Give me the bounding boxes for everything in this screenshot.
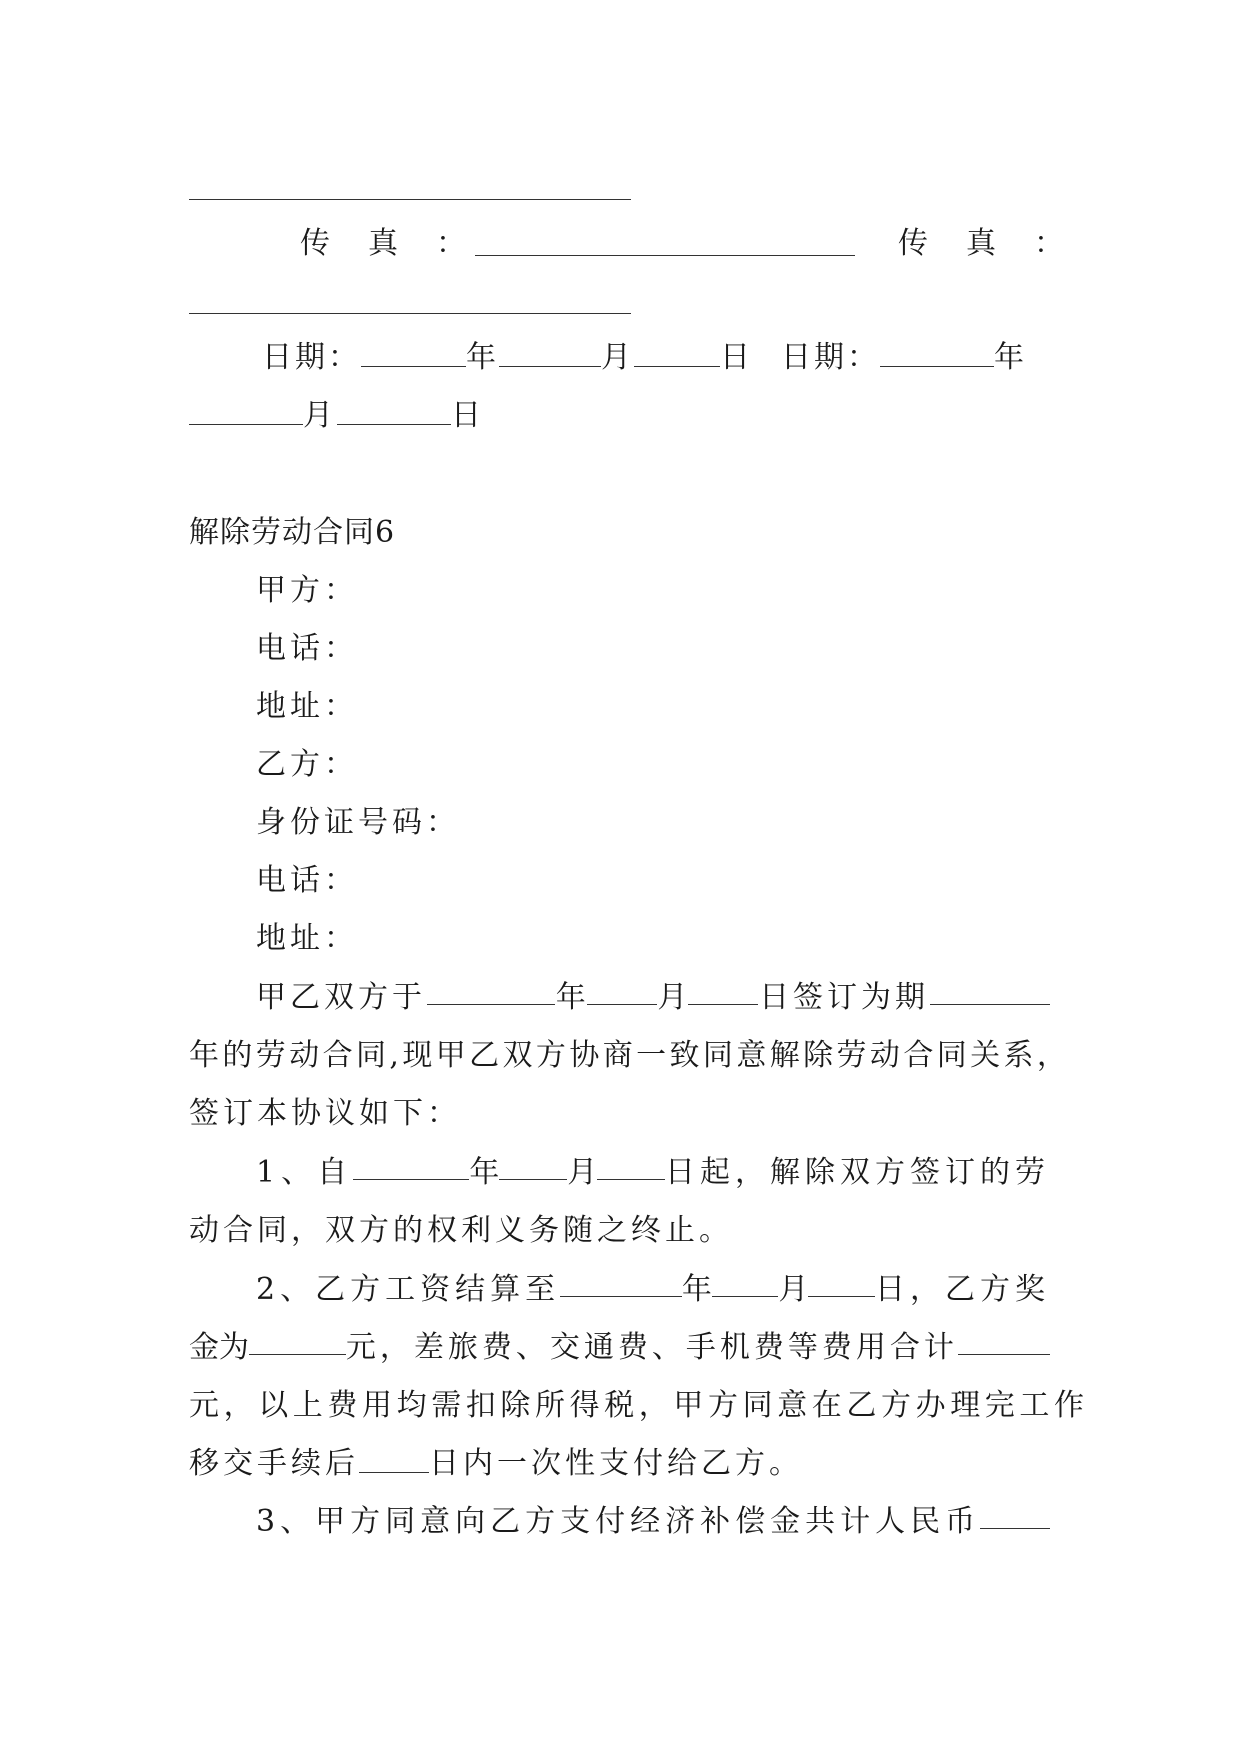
field-address: 地址： [256,689,358,724]
paragraph-line: 年的劳动合同,现甲乙双方协商一致同意解除劳动合同关系， [189,1038,1071,1073]
paragraph-line: 元，以上费用均需扣除所得税，甲方同意在乙方办理完工作 [189,1388,1089,1423]
paragraph-line [256,1502,1050,1542]
text-span: 元，差旅费、交通费、手机费等费用合计 [345,1330,958,1365]
text-span: 日，乙方奖 [875,1272,1050,1307]
date-row-cont [189,396,485,436]
text-span: 月 [778,1272,809,1307]
month-label: 月 [303,398,337,433]
paragraph-line: 签订本协议如下： [189,1096,461,1131]
paragraph-line [256,978,1050,1018]
fax-blank [475,255,855,256]
fax-label: 传 真 ： [300,226,470,261]
field-id-number: 身份证号码： [256,805,460,840]
text-span: 2、乙方工资结算至 [256,1272,561,1307]
text-span: 年 [681,1272,712,1307]
blank-line [189,313,631,314]
fax-label-2: 传 真 ： [898,226,1068,261]
year-label: 年 [994,340,1027,375]
text-span: 日签订为期 [759,980,930,1015]
field-phone: 电话： [256,863,358,898]
day-label: 日 [451,398,485,433]
text-span: 月 [567,1155,598,1190]
text-span: 移交手续后 [189,1446,359,1481]
text-span: 月 [657,980,688,1015]
text-span: 3、甲方同意向乙方支付经济补偿金共计人民币 [256,1504,981,1539]
field-party-b: 乙方： [256,747,358,782]
field-phone: 电话： [256,631,358,666]
paragraph-line [189,1444,803,1484]
paragraph-line [256,1270,1050,1310]
field-party-a: 甲方： [256,573,358,608]
month-label: 月 [601,340,634,375]
date-label: 日期： [262,340,361,375]
paragraph-line [189,1328,1050,1368]
section-title: 解除劳动合同6 [189,515,396,550]
text-span: 日起，解除双方签订的劳 [665,1155,1051,1190]
text-span: 日内一次性支付给乙方。 [429,1446,803,1481]
date-row [262,338,1027,378]
text-span: 年 [469,1155,500,1190]
blank-line [189,199,631,200]
fax-row [300,224,470,264]
text-span: 金为 [189,1330,249,1365]
text-span: 年 [555,980,586,1015]
year-label: 年 [466,340,499,375]
date-label-2: 日期： [781,340,880,375]
text-span: 甲乙双方于 [256,980,426,1015]
paragraph-line: 动合同，双方的权利义务随之终止。 [189,1213,733,1248]
day-label: 日 [720,340,753,375]
paragraph-line [256,1153,1050,1193]
text-span: 1、自 [256,1155,354,1190]
field-address: 地址： [256,921,358,956]
fax-row-2 [898,224,1068,264]
